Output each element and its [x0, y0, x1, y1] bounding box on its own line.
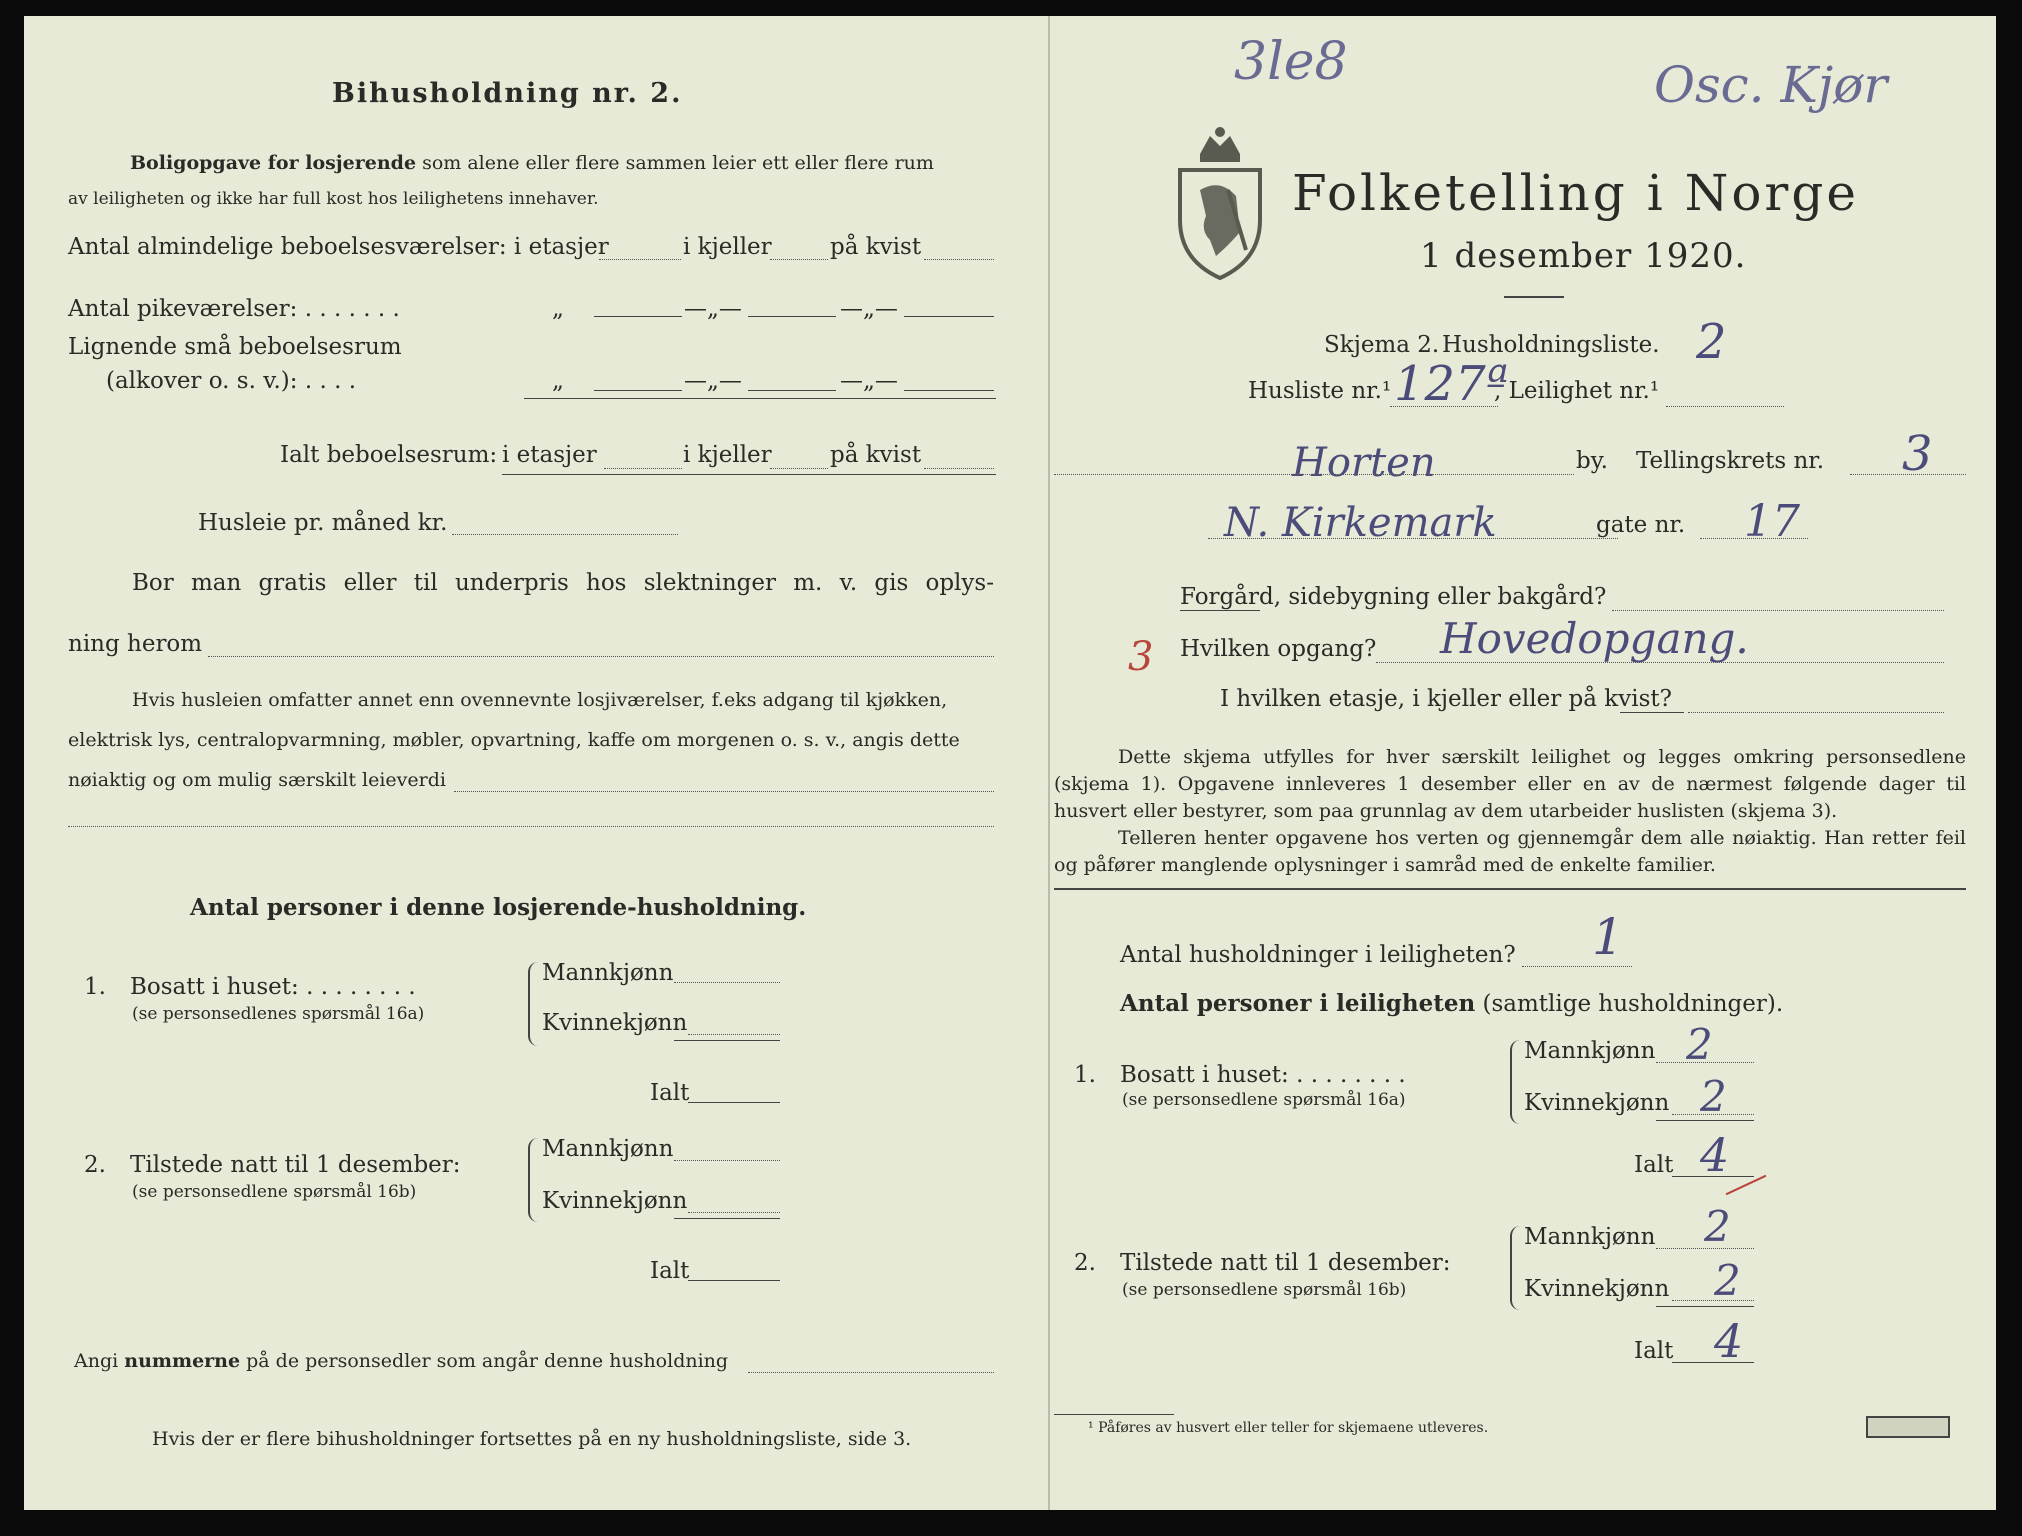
hush-field — [1522, 966, 1632, 967]
opgang-mark: 3 — [1128, 634, 1154, 680]
left-q1-ialt-field[interactable] — [688, 1102, 780, 1103]
small-rooms-label-2: (alkover o. s. v.): . . . . — [106, 368, 357, 394]
intro-bold: Boligopgave for losjerende — [130, 152, 417, 174]
left-q1-label: Bosatt i huset: . . . . . . . . — [130, 974, 416, 1000]
gate-value[interactable]: 17 — [1744, 496, 1800, 547]
left-q2-num: 2. — [84, 1152, 106, 1178]
right-title: Folketelling i Norge — [1292, 164, 1859, 222]
page-fold — [1048, 16, 1050, 1510]
etasje-question: I hvilken etasje, i kjeller eller på kvist? — [1220, 686, 1672, 712]
right-q2-num: 2. — [1074, 1250, 1096, 1276]
right-q1-mann-field — [1656, 1062, 1754, 1063]
left-q1-sub: (se personsedlenes spørsmål 16a) — [132, 1004, 425, 1024]
right-footnote: ¹ Påføres av husvert eller teller for skjemaene utleveres. — [1088, 1420, 1489, 1436]
angi-field[interactable] — [748, 1372, 994, 1373]
right-persons-heading — [1120, 990, 1783, 1017]
right-q2-brace — [1510, 1226, 1520, 1310]
small-ditto-2: —„— — [684, 368, 742, 394]
right-q1-label: Bosatt i huset: . . . . . . . . — [1120, 1062, 1406, 1088]
rooms-kjeller-field[interactable] — [770, 259, 828, 260]
left-q1-num: 1. — [84, 974, 106, 1000]
rooms-etasjer-field[interactable] — [599, 259, 681, 260]
ialt-kjeller-label: i kjeller — [683, 442, 772, 468]
pike-kjeller-field[interactable] — [748, 316, 836, 317]
right-q2-mann-field — [1656, 1248, 1754, 1249]
right-q2-mann-label: Mannkjønn — [1524, 1224, 1656, 1250]
instructions-1: Dette skjema utfylles for hver særskilt leilighet og legges omkring personsedlene (skjema 1). Opgavene innleveres 1 desember eller en av de nærmest følgende dager til husvert eller bestyrer, som paa grunnlag av dem utarbeider huslisten (skjema 3). — [1054, 746, 1966, 822]
ialt-etasjer-field[interactable] — [604, 468, 682, 469]
husliste-label: Husliste nr.¹ — [1248, 378, 1392, 404]
right-q2-label: Tilstede natt til 1 desember: — [1120, 1250, 1451, 1276]
left-q2-kvinne-field[interactable] — [688, 1212, 780, 1213]
right-q2-ialt-label: Ialt — [1634, 1338, 1674, 1364]
rooms-kjeller-label: i kjeller — [683, 234, 772, 260]
instructions-2: Telleren henter opgavene hos verten og gjennemgår dem alle nøiaktig. Han retter feil og påfører manglende oplysninger i samråd med de enkelte familier. — [1054, 827, 1966, 876]
right-q1-mann-value[interactable]: 2 — [1686, 1020, 1713, 1069]
census-form-sheet — [24, 16, 1996, 1510]
by-label: by. — [1576, 448, 1608, 474]
instructions-rule — [1054, 888, 1966, 890]
forgard-field[interactable] — [1612, 610, 1944, 611]
right-q1-brace — [1510, 1040, 1520, 1124]
opgang-field — [1376, 662, 1944, 663]
incl-field[interactable] — [454, 791, 994, 792]
opgang-question: Hvilken opgang? — [1180, 636, 1377, 662]
gratis-line-2: ning herom — [68, 631, 203, 657]
ialt-rooms-label: Ialt beboelsesrum: — [280, 442, 498, 468]
angi-line — [74, 1350, 728, 1372]
husholdningsliste-label: Husholdningsliste. — [1442, 332, 1660, 358]
right-q1-kvinne-label: Kvinnekjønn — [1524, 1090, 1670, 1116]
right-q2-mann-value[interactable]: 2 — [1704, 1202, 1731, 1251]
small-ditto-1: „ — [552, 368, 564, 394]
left-q2-mann-label: Mannkjønn — [542, 1136, 674, 1162]
pike-kvist-field[interactable] — [904, 316, 994, 317]
sum-rule — [524, 398, 996, 399]
left-q1-mann-field[interactable] — [674, 982, 780, 983]
intro-line-2: av leiligheten og ikke har full kost hos leilighetens innehaver. — [68, 189, 599, 209]
ialt-kvist-field[interactable] — [924, 468, 994, 469]
street-field — [1208, 538, 1618, 539]
red-check-mark — [1726, 1175, 1767, 1195]
left-q2-mann-field[interactable] — [674, 1160, 780, 1161]
gate-label: gate nr. — [1596, 512, 1686, 538]
ialt-kvist-label: på kvist — [830, 442, 922, 468]
right-q1-mann-label: Mannkjønn — [1524, 1038, 1656, 1064]
town-field — [1054, 474, 1574, 475]
right-persons-heading-rest: (samtlige husholdninger). — [1482, 991, 1784, 1017]
left-q1-ialt-label: Ialt — [650, 1080, 690, 1106]
tellingskrets-field — [1850, 474, 1966, 475]
right-q1-sub: (se personsedlene spørsmål 16a) — [1122, 1090, 1406, 1110]
street-value[interactable]: N. Kirkemark — [1224, 500, 1497, 546]
town-value[interactable]: Horten — [1292, 440, 1436, 486]
left-q1-kvinne-label: Kvinnekjønn — [542, 1010, 688, 1036]
right-q1-rule — [1656, 1120, 1754, 1121]
right-persons-heading-bold: Antal personer i leiligheten — [1120, 990, 1476, 1017]
skjema-label: Skjema 2. — [1324, 332, 1440, 358]
right-q1-ialt-value[interactable]: 4 — [1700, 1128, 1730, 1182]
ialt-etasjer-label: i etasjer — [502, 442, 597, 468]
small-kjeller-field[interactable] — [748, 390, 836, 391]
right-q1-kvinne-value[interactable]: 2 — [1700, 1072, 1727, 1121]
right-q2-ialt-value[interactable]: 4 — [1714, 1314, 1744, 1368]
left-q2-sub: (se personsedlene spørsmål 16b) — [132, 1182, 417, 1202]
pike-ditto-3: —„— — [840, 296, 898, 322]
footnote-rule — [1054, 1414, 1174, 1415]
date-rule — [1504, 296, 1564, 298]
leilighet-label: , Leilighet nr.¹ — [1494, 378, 1660, 404]
pike-etasjer-field[interactable] — [594, 316, 682, 317]
small-etasjer-field[interactable] — [594, 390, 682, 391]
rooms-label: Antal almindelige beboelsesværelser: i etasjer — [68, 234, 609, 260]
right-q1-kvinne-field — [1672, 1114, 1754, 1115]
coat-of-arms-icon — [1170, 120, 1270, 280]
top-note-right: Osc. Kjør — [1654, 56, 1888, 114]
leilighet-field[interactable] — [1666, 406, 1784, 407]
left-q2-ialt-field[interactable] — [688, 1280, 780, 1281]
tellingskrets-label: Tellingskrets nr. — [1636, 448, 1825, 474]
gate-field — [1700, 538, 1808, 539]
forgard-underline — [1180, 610, 1260, 611]
husliste-value[interactable]: 127ª — [1394, 356, 1509, 412]
right-q2-sub: (se personsedlene spørsmål 16b) — [1122, 1280, 1407, 1300]
etasje-field[interactable] — [1688, 712, 1944, 713]
left-q2-brace — [528, 1138, 538, 1222]
rooms-kvist-field[interactable] — [924, 259, 994, 260]
right-q2-kvinne-label: Kvinnekjønn — [1524, 1276, 1670, 1302]
intro-line-1 — [130, 152, 934, 174]
left-q1-kvinne-field[interactable] — [688, 1034, 780, 1035]
right-q1-ialt-label: Ialt — [1634, 1152, 1674, 1178]
right-date: 1 desember 1920. — [1420, 236, 1747, 276]
right-q1-ialt-field — [1672, 1176, 1754, 1177]
ialt-rule — [502, 474, 996, 475]
page-number-handwritten: 2 — [1696, 314, 1727, 370]
left-q1-mann-label: Mannkjønn — [542, 960, 674, 986]
left-q2-ialt-label: Ialt — [650, 1258, 690, 1284]
incl-line-3: nøiaktig og om mulig særskilt leieverdi — [68, 769, 446, 791]
left-q1-rule — [674, 1040, 780, 1041]
left-q2-kvinne-label: Kvinnekjønn — [542, 1188, 688, 1214]
left-title: Bihusholdning nr. 2. — [332, 78, 683, 109]
small-kvist-field[interactable] — [904, 390, 994, 391]
pike-label: Antal pikeværelser: . . . . . . . — [68, 296, 400, 322]
right-q1-num: 1. — [1074, 1062, 1096, 1088]
top-note-left: 3le8 — [1234, 32, 1348, 92]
forgard-question: Forgård, sidebygning eller bakgård? — [1180, 584, 1607, 610]
angi-post: på de personsedler som angår denne husholdning — [246, 1350, 729, 1372]
incl-field-2[interactable] — [68, 826, 994, 827]
opgang-value[interactable]: Hovedopgang. — [1440, 614, 1749, 663]
gratis-line-1: Bor man gratis eller til underpris hos slektninger m. v. gis oplys- — [132, 570, 994, 596]
left-q2-label: Tilstede natt til 1 desember: — [130, 1152, 461, 1178]
incl-line-2: elektrisk lys, centralopvarmning, møbler, opvartning, kaffe om morgenen o. s. v., angis dette — [68, 729, 960, 751]
gratis-field[interactable] — [208, 656, 994, 657]
printer-stamp-icon — [1866, 1416, 1950, 1438]
right-q2-ialt-field — [1672, 1362, 1754, 1363]
right-q2-kvinne-field — [1672, 1300, 1754, 1301]
small-rooms-label-1: Lignende små beboelsesrum — [68, 334, 402, 360]
pike-ditto-1: „ — [552, 296, 564, 322]
right-q2-kvinne-value[interactable]: 2 — [1714, 1256, 1741, 1305]
small-ditto-3: —„— — [840, 368, 898, 394]
rent-field[interactable] — [452, 534, 678, 535]
angi-pre: Angi — [74, 1350, 119, 1372]
tellingskrets-value[interactable]: 3 — [1902, 426, 1933, 482]
right-q2-rule — [1656, 1306, 1754, 1307]
hush-value[interactable]: 1 — [1592, 908, 1624, 966]
kvist-underline — [1620, 712, 1684, 713]
husliste-field — [1390, 406, 1498, 407]
incl-line-1: Hvis husleien omfatter annet enn ovennevnte losjiværelser, f.eks adgang til kjøkken, — [132, 689, 948, 711]
rent-label: Husleie pr. måned kr. — [198, 510, 448, 536]
left-q2-rule — [674, 1218, 780, 1219]
angi-bold: nummerne — [124, 1350, 241, 1372]
ialt-kjeller-field[interactable] — [770, 468, 828, 469]
left-persons-heading: Antal personer i denne losjerende-husholdning. — [190, 894, 807, 921]
left-q1-brace — [528, 962, 538, 1046]
pike-ditto-2: —„— — [684, 296, 742, 322]
intro-rest-1: som alene eller flere sammen leier ett eller flere rum — [422, 152, 934, 174]
left-footer: Hvis der er flere bihusholdninger fortsettes på en ny husholdningsliste, side 3. — [152, 1428, 912, 1450]
rooms-kvist-label: på kvist — [830, 234, 922, 260]
hush-question: Antal husholdninger i leiligheten? — [1120, 942, 1516, 968]
